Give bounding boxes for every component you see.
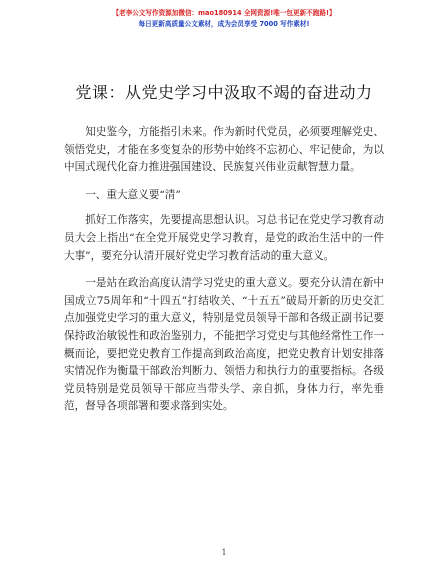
document-body <box>64 124 384 426</box>
page-number: 1 <box>221 548 227 557</box>
body-paragraph: 一是站在政治高度认清学习党史的重大意义。要充分认清在新中国成立75周年和“十四五”打结收关、“十五五”破局开新的历史交汇点加强党史学习的重大意义，特别是党员领导干部和各级正副书记要保持政治敏锐性和政治鉴别力，不能把学习党史与其他经常性工作一概而论，要把党史教育工作提高到政治高度，把党史教育计划安排落实情况作为衡量干部政治判断力、领悟力和执行力的重要指标。各级党员特别是党员领导干部应当带头学、亲自抓，身体力行，率先垂范，督导各项部署和要求落到实处。 <box>64 277 384 413</box>
promo-banner-line-2: 每日更新高质量公文素材，成为会员享受 7000 写作素材! <box>138 20 310 28</box>
promo-banner <box>0 8 448 30</box>
section-heading: 一、重大意义要“清” <box>85 188 181 201</box>
body-paragraph: 抓好工作落实，先要提高思想认识。习总书记在党史学习教育动员大会上指出“在全党开展党史学习教育，是党的政治生活中的一件大事”，要充分认清开展好党史学习教育活动的重大意义。 <box>64 214 384 262</box>
intro-paragraph: 知史鉴今，方能指引未来。作为新时代党员，必须要理解党史、领悟党史，才能在多变复杂的形势中始终不忘初心、牢记使命，为以中国式现代化奋力推进强国建设、民族复兴伟业贡献智慧力量。 <box>64 126 384 174</box>
document-title: 党课：从党史学习中汲取不竭的奋进动力 <box>75 83 373 102</box>
promo-banner-line-1: 【老李公文写作资源加微信：mao180914 全网资源!唯一包更新不跑路!】 <box>112 9 336 17</box>
